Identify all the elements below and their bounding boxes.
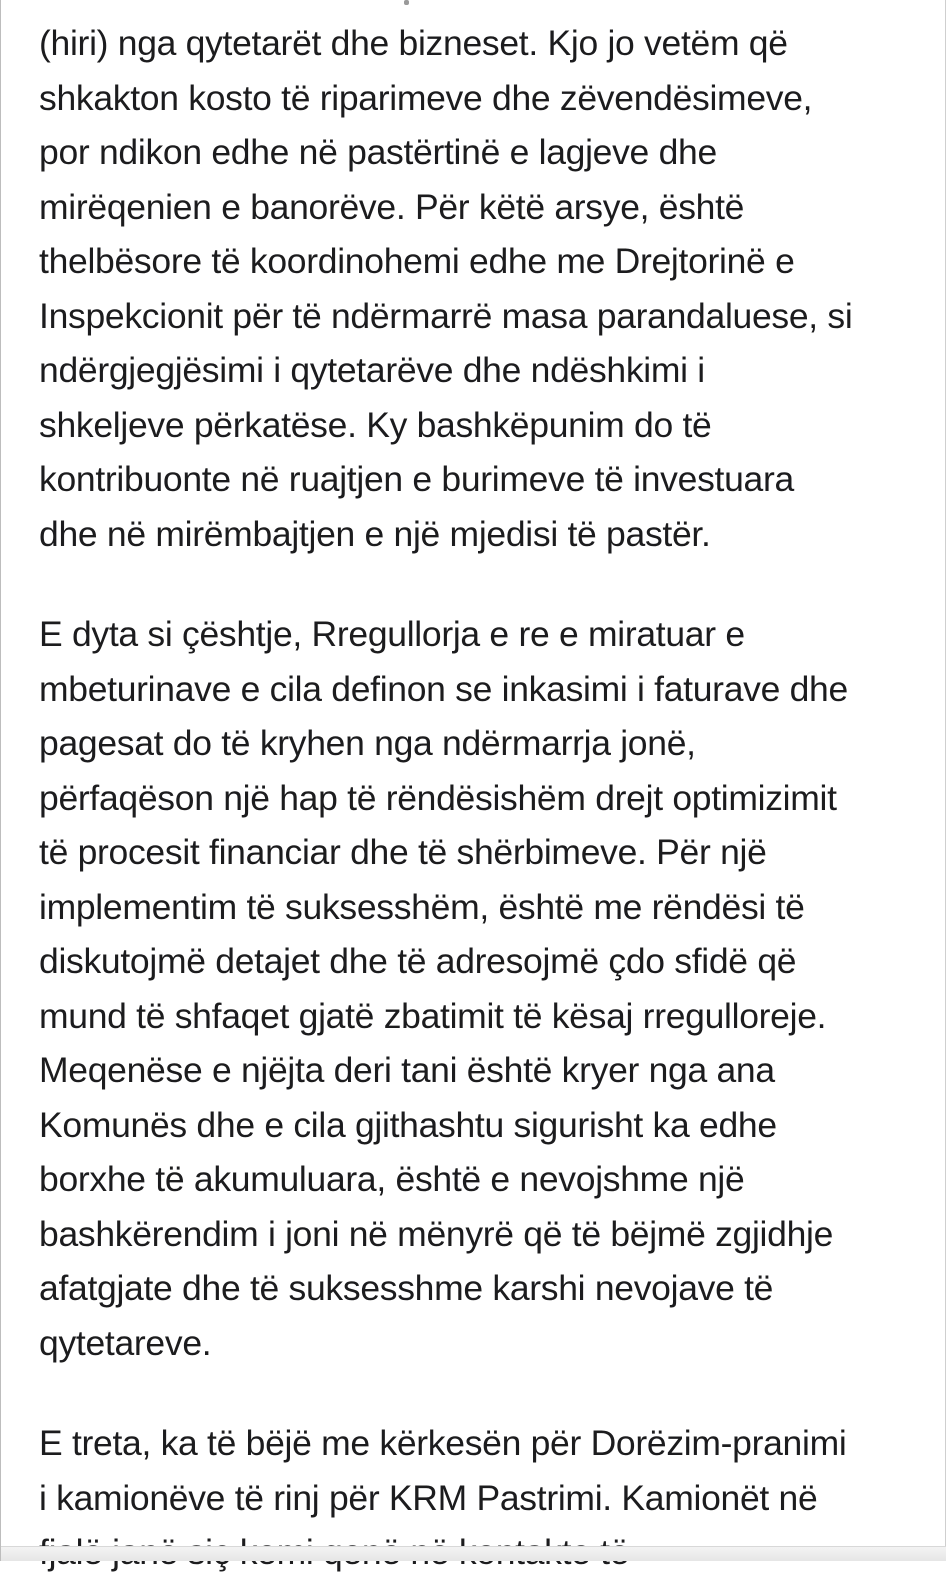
text-line: Komunës dhe e cila gjithashtu sigurisht ka edhe	[39, 1104, 777, 1145]
text-line: i kamionëve të rinj për KRM Pastrimi. Kamionët në	[39, 1477, 818, 1518]
text-line: mbeturinave e cila definon se inkasimi i faturave dhe	[39, 668, 848, 709]
text-line: mirëqenien e banorëve. Për këtë arsye, është	[39, 186, 745, 227]
text-line: mund të shfaqet gjatë zbatimit të kësaj rregulloreje.	[39, 995, 827, 1036]
document-body	[39, 16, 929, 1580]
text-line: thelbësore të koordinohemi edhe me Drejtorinë e	[39, 241, 795, 281]
text-line: (hiri) nga qytetarët dhe bizneset. Kjo jo vetëm që	[39, 23, 788, 63]
text-line: borxhe të akumuluara, është e nevojshme një	[39, 1159, 745, 1199]
text-line: ndërgjegjësimi i qytetarëve dhe ndëshkimi i	[39, 350, 705, 390]
text-line: E dyta si çështje, Rregullorja e re e miratuar e	[39, 614, 745, 654]
paragraph-spacer	[39, 1370, 929, 1416]
paragraph-first	[39, 16, 929, 561]
text-line: dhe në mirëmbajtjen e një mjedisi të pastër.	[39, 513, 711, 554]
text-line: por ndikon edhe në pastërtinë e lagjeve dhe	[39, 132, 717, 172]
paragraph-second	[39, 607, 929, 1370]
bottom-toolbar-edge	[1, 1546, 946, 1561]
paragraph-spacer	[39, 561, 929, 607]
text-line: shkakton kosto të riparimeve dhe zëvendësimeve,	[39, 77, 813, 118]
text-line: diskutojmë detajet dhe të adresojmë çdo sfidë që	[39, 941, 797, 981]
text-line: bashkërendim i joni në mënyrë që të bëjmë zgjidhje	[39, 1213, 834, 1254]
text-line: qytetareve.	[39, 1322, 212, 1363]
text-line: E treta, ka të bëjë me kërkesën për Dorëzim-pranimi	[39, 1423, 847, 1463]
text-line: përfaqëson një hap të rëndësishëm drejt optimizimit	[39, 777, 837, 818]
text-line: Inspekcionit për të ndërmarrë masa parandaluese, si	[39, 295, 853, 336]
text-line: pagesat do të kryhen nga ndërmarrja jonë,	[39, 723, 696, 763]
cropped-glyph-fragment	[404, 0, 409, 5]
text-line: shkeljeve përkatëse. Ky bashkëpunim do të	[39, 404, 712, 445]
text-line: afatgjate dhe të suksesshme karshi nevojave të	[39, 1268, 774, 1308]
text-line: kontribuonte në ruajtjen e burimeve të investuara	[39, 459, 794, 499]
cropped-previous-line	[1, 0, 946, 8]
text-line: implementim të suksesshëm, është me rëndësi të	[39, 886, 805, 927]
text-line: të procesit financiar dhe të shërbimeve. Për një	[39, 832, 767, 872]
text-line: Meqenëse e njëjta deri tani është kryer nga ana	[39, 1050, 775, 1090]
